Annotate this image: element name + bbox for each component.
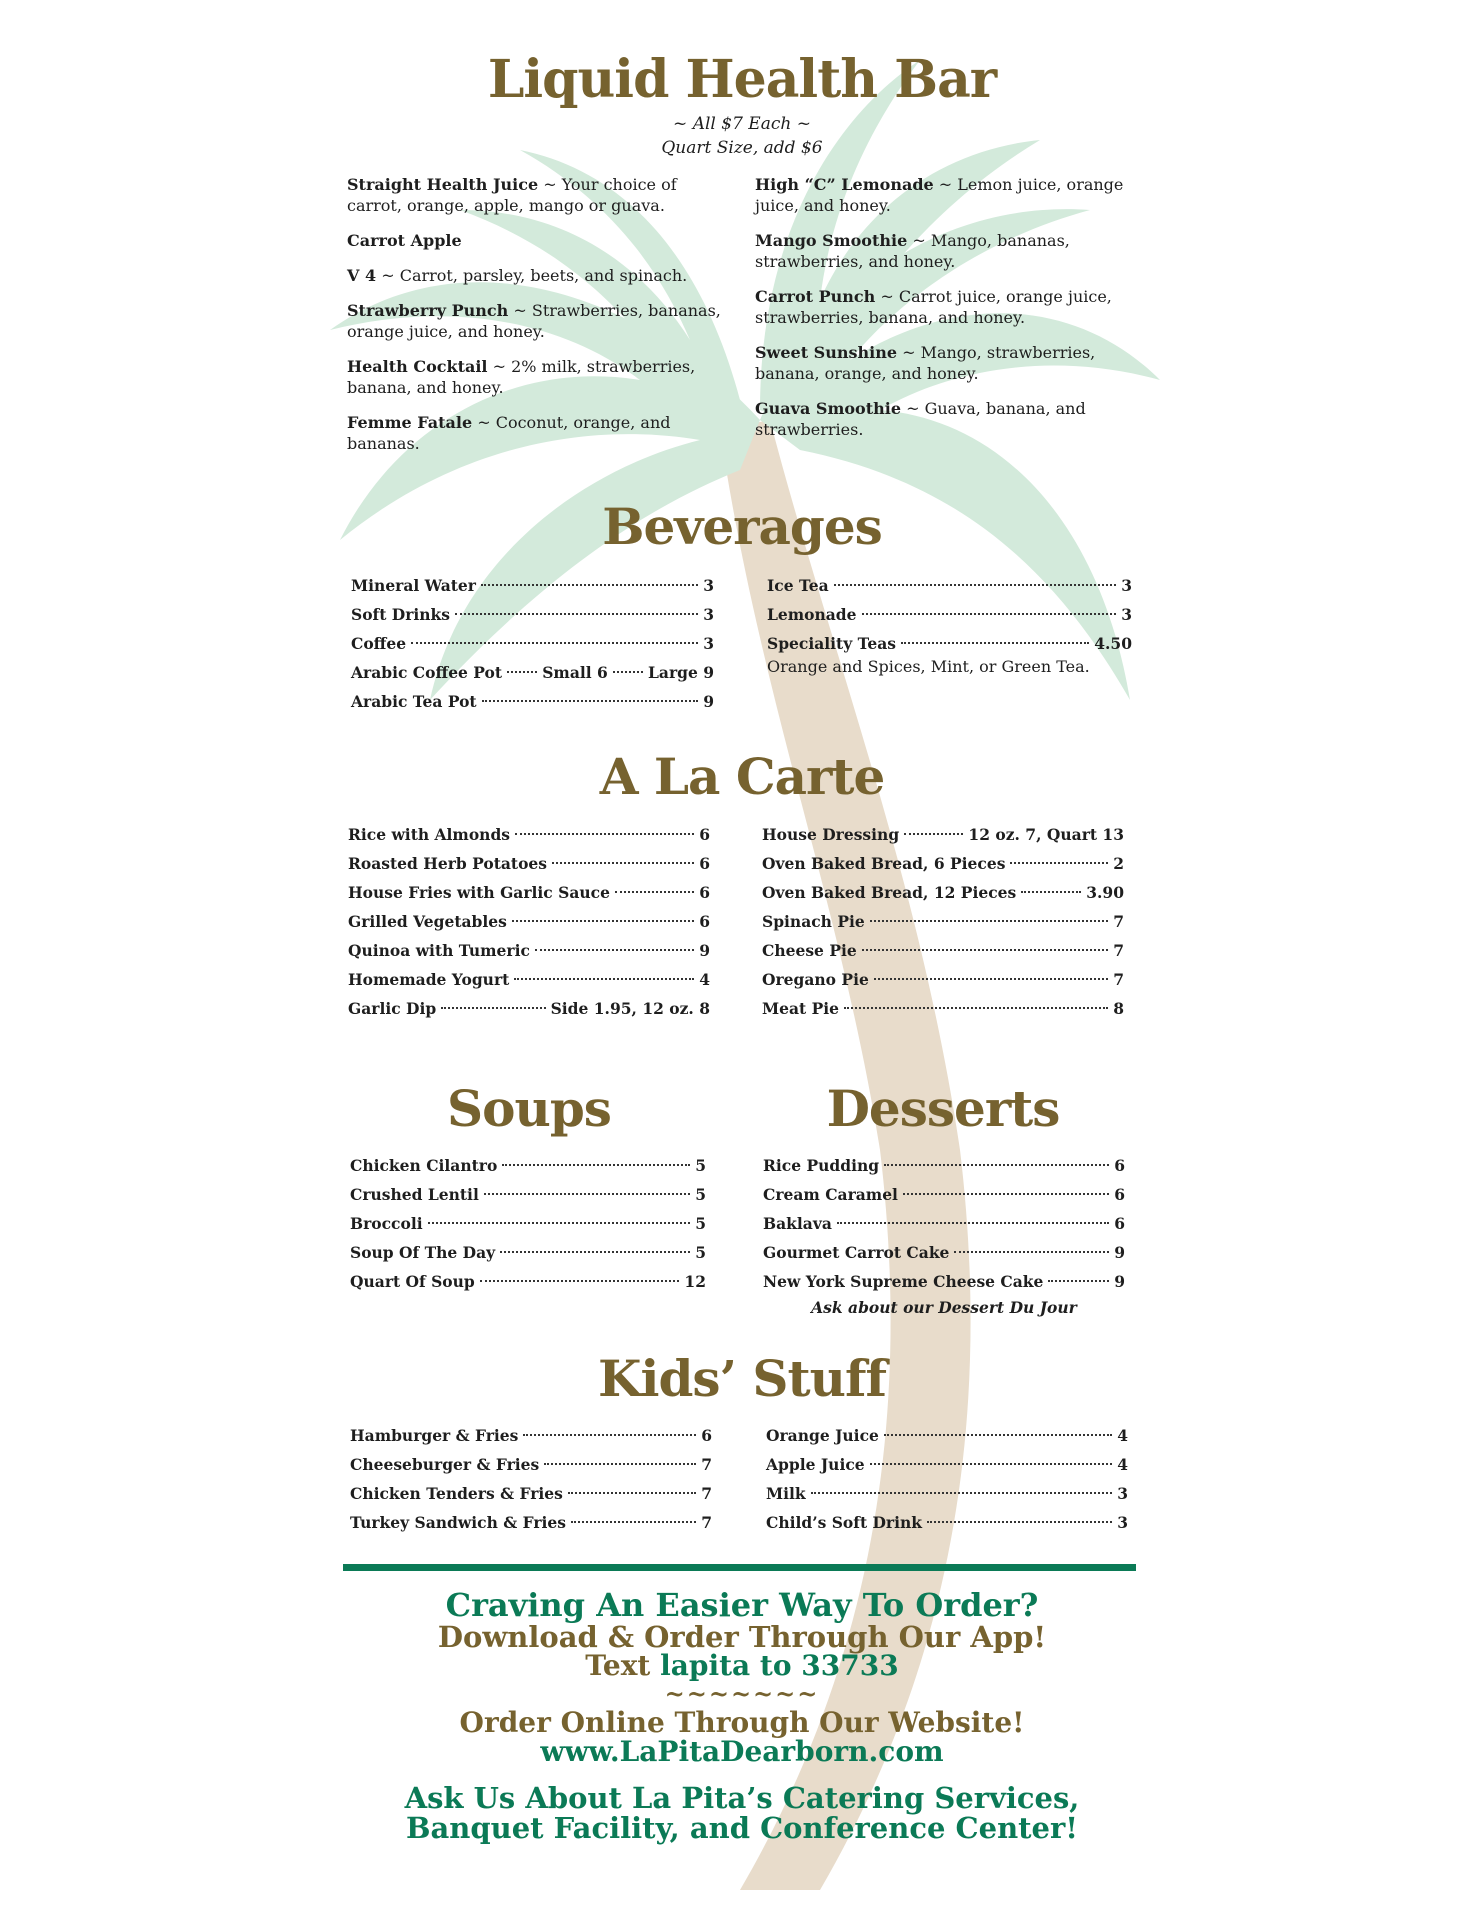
menu-item-price: 6: [1114, 1185, 1125, 1204]
menu-item-name: Roasted Herb Potatoes: [348, 854, 548, 873]
menu-item-row: [351, 687, 714, 716]
green-divider: [343, 1564, 1136, 1571]
dot-leader: [571, 1521, 696, 1523]
juice-name: Guava Smoothie: [755, 399, 902, 418]
menu-item-row: [762, 878, 1124, 907]
menu-item-price: 6: [699, 883, 710, 902]
dot-leader: [500, 1251, 690, 1253]
menu-item-price: 3.90: [1086, 883, 1124, 902]
menu-item-name: Speciality Teas: [767, 634, 896, 653]
menu-item-name: Quinoa with Tumeric: [348, 941, 530, 960]
menu-item-row: [766, 1421, 1128, 1450]
menu-item-price: 5: [695, 1156, 706, 1175]
juice-name: Carrot Apple: [347, 231, 462, 250]
menu-item-row: [766, 1508, 1128, 1537]
juice-description: ~ Mango, strawberries, banana, orange, and honey.: [755, 343, 1096, 383]
juice-item: [347, 230, 729, 251]
dot-leader: [544, 1463, 696, 1465]
menu-item-price: 4.50: [1094, 634, 1132, 653]
juice-name: Sweet Sunshine: [755, 343, 897, 362]
menu-item-row: [763, 1238, 1125, 1267]
menu-item-name: Oven Baked Bread, 12 Pieces: [762, 883, 1017, 902]
dot-leader: [811, 1492, 1113, 1494]
menu-item-name: Lemonade: [767, 605, 857, 624]
section-title-kids-stuff: Kids’ Stuff: [598, 1349, 886, 1408]
menu-item-price: 9: [1114, 1243, 1125, 1262]
menu-item-row: [351, 658, 714, 687]
menu-item-row: [348, 994, 710, 1023]
dot-leader: [1048, 1280, 1109, 1282]
speciality-teas-note: Orange and Spices, Mint, or Green Tea.: [767, 657, 1090, 676]
menu-item-name: Cheeseburger & Fries: [350, 1455, 540, 1474]
menu-item-name: Soft Drinks: [351, 605, 450, 624]
dot-leader: [874, 978, 1108, 980]
menu-item-name: Coffee: [351, 634, 407, 653]
dessert-du-jour-note: Ask about our Dessert Du Jour: [811, 1298, 1077, 1317]
menu-item-row: [763, 1151, 1125, 1180]
menu-item-name: Milk: [766, 1484, 806, 1503]
promo-app-line: Download & Order Through Our App!: [437, 1620, 1047, 1654]
menu-item-name: Grilled Vegetables: [348, 912, 507, 931]
dot-leader: [904, 833, 963, 835]
menu-item-row: [348, 965, 710, 994]
dot-leader: [901, 642, 1089, 644]
liquid-right-list: [755, 174, 1140, 454]
dot-leader: [502, 1164, 690, 1166]
dot-leader: [512, 920, 694, 922]
dot-leader: [428, 1222, 691, 1224]
menu-item-row: [763, 1180, 1125, 1209]
juice-name: Mango Smoothie: [755, 231, 908, 250]
dot-leader: [552, 862, 694, 864]
dot-leader: [884, 1434, 1112, 1436]
menu-item-price: 6: [1114, 1156, 1125, 1175]
menu-item-price: 7: [1113, 941, 1124, 960]
kids-left-list: [350, 1421, 712, 1537]
menu-item-row: [763, 1209, 1125, 1238]
menu-item-price: 3: [1121, 576, 1132, 595]
promo-tilde-divider: ~~~~~~~: [664, 1679, 820, 1708]
menu-item-row: [348, 849, 710, 878]
menu-item-row: [350, 1479, 712, 1508]
menu-item-price: 3: [1121, 605, 1132, 624]
menu-item-row: [350, 1508, 712, 1537]
dot-leader: [615, 891, 694, 893]
menu-item-price: 7: [701, 1513, 712, 1532]
menu-item-name: Apple Juice: [766, 1455, 865, 1474]
juice-item: [755, 230, 1140, 272]
menu-item-price: 7: [701, 1455, 712, 1474]
menu-item-name: Gourmet Carrot Cake: [763, 1243, 950, 1262]
juice-description: ~ Lemon juice, orange juice, and honey.: [755, 175, 1124, 215]
menu-item-price: 7: [1113, 912, 1124, 931]
juice-description: ~ Your choice of carrot, orange, apple, mango or guava.: [347, 175, 677, 215]
menu-item-row: [766, 1479, 1128, 1508]
menu-item-name: Crushed Lentil: [350, 1185, 479, 1204]
dot-leader: [481, 584, 698, 586]
juice-item: [755, 342, 1140, 384]
dot-leader: [535, 949, 694, 951]
menu-item-name: Homemade Yogurt: [348, 970, 510, 989]
menu-item-row: [762, 994, 1124, 1023]
juice-item: [755, 286, 1140, 328]
menu-item-name: Quart Of Soup: [350, 1272, 475, 1291]
dot-leader: [568, 1492, 696, 1494]
menu-item-price: 6: [699, 854, 710, 873]
dot-leader: [455, 613, 698, 615]
menu-item-price: 3: [703, 605, 714, 624]
desserts-list: [763, 1151, 1125, 1296]
menu-item-name: Cheese Pie: [762, 941, 857, 960]
menu-item-small-price: Small 6: [542, 663, 608, 682]
menu-item-name: Arabic Tea Pot: [351, 692, 477, 711]
a-la-carte-right-list: [762, 820, 1124, 1023]
menu-item-name: Rice Pudding: [763, 1156, 880, 1175]
menu-item-row: [767, 571, 1132, 600]
menu-item-price: 8: [1113, 999, 1124, 1018]
section-title-beverages: Beverages: [602, 497, 882, 556]
menu-item-price: 4: [1117, 1426, 1128, 1445]
menu-item-name: Mineral Water: [351, 576, 476, 595]
dot-leader: [927, 1521, 1112, 1523]
juice-item: [755, 174, 1140, 216]
menu-item-name: Chicken Cilantro: [350, 1156, 498, 1175]
menu-item-price: 5: [695, 1214, 706, 1233]
liquid-left-list: [347, 174, 729, 468]
juice-name: Carrot Punch: [755, 287, 876, 306]
menu-item-row: [762, 820, 1124, 849]
menu-item-name: Cream Caramel: [763, 1185, 898, 1204]
menu-item-price: 3: [703, 576, 714, 595]
menu-item-name: Rice with Almonds: [348, 825, 511, 844]
menu-item-row: [763, 1267, 1125, 1296]
promo-text-prefix: Text: [585, 1649, 661, 1682]
juice-name: Straight Health Juice: [347, 175, 539, 194]
menu-item-name: Oven Baked Bread, 6 Pieces: [762, 854, 1006, 873]
promo-text-line: [0, 1650, 1484, 1682]
menu-item-row: [348, 820, 710, 849]
dot-leader: [834, 584, 1117, 586]
menu-item-price: 3: [1117, 1513, 1128, 1532]
menu-item-name: Oregano Pie: [762, 970, 869, 989]
menu-item-row: [767, 629, 1132, 658]
menu-item-price: 5: [695, 1185, 706, 1204]
menu-item-name: Orange Juice: [766, 1426, 879, 1445]
menu-item-row: [350, 1238, 706, 1267]
juice-description: ~ Carrot, parsley, beets, and spinach.: [376, 266, 688, 285]
menu-item-row: [762, 936, 1124, 965]
dot-leader: [523, 1434, 696, 1436]
juice-name: Femme Fatale: [347, 413, 473, 432]
menu-item-row: [762, 907, 1124, 936]
menu-item-name: Baklava: [763, 1214, 832, 1233]
soups-list: [350, 1151, 706, 1296]
juice-description: ~ Carrot juice, orange juice, strawberries, banana, and honey.: [755, 287, 1112, 327]
menu-item-row: [348, 936, 710, 965]
menu-item-row: [348, 878, 710, 907]
menu-item-name: Turkey Sandwich & Fries: [350, 1513, 566, 1532]
juice-name: Health Cocktail: [347, 357, 488, 376]
dot-leader: [884, 1164, 1109, 1166]
dot-leader: [613, 671, 643, 673]
section-title-a-la-carte: A La Carte: [599, 747, 885, 806]
menu-item-price: 12 oz. 7, Quart 13: [968, 825, 1124, 844]
menu-item-price: 12: [684, 1272, 706, 1291]
menu-item-name: Spinach Pie: [762, 912, 865, 931]
menu-item-name: Child’s Soft Drink: [766, 1513, 922, 1532]
website-link[interactable]: www.LaPitaDearborn.com: [540, 1735, 944, 1768]
beverages-left-list: [351, 571, 714, 716]
dot-leader: [1021, 891, 1081, 893]
menu-item-price: 7: [1113, 970, 1124, 989]
menu-item-name: Arabic Coffee Pot: [351, 663, 503, 682]
menu-item-row: [767, 600, 1132, 629]
menu-item-price: 9: [1114, 1272, 1125, 1291]
dot-leader: [862, 613, 1117, 615]
section-title-soups: Soups: [447, 1079, 611, 1138]
menu-item-row: [766, 1450, 1128, 1479]
price-note: ~ All $7 Each ~: [673, 114, 811, 134]
menu-item-price: 9: [703, 692, 714, 711]
quart-note: Quart Size, add $6: [661, 138, 823, 158]
dot-leader: [903, 1193, 1109, 1195]
menu-item-price: 7: [701, 1484, 712, 1503]
dot-leader: [862, 949, 1108, 951]
dot-leader: [484, 1193, 690, 1195]
section-title-desserts: Desserts: [826, 1079, 1060, 1138]
juice-description: ~ Strawberries, bananas, orange juice, and honey.: [347, 301, 721, 341]
catering-line-2: Banquet Facility, and Conference Center!: [405, 1811, 1079, 1845]
menu-item-name: Hamburger & Fries: [350, 1426, 519, 1445]
dot-leader: [515, 833, 694, 835]
juice-item: [755, 398, 1140, 440]
juice-name: Strawberry Punch: [347, 301, 509, 320]
menu-item-name: Soup Of The Day: [350, 1243, 496, 1262]
menu-item-price: 5: [695, 1243, 706, 1262]
dot-leader: [480, 1280, 680, 1282]
a-la-carte-left-list: [348, 820, 710, 1023]
menu-item-name: Chicken Tenders & Fries: [350, 1484, 563, 1503]
menu-item-price: 4: [1117, 1455, 1128, 1474]
juice-item: [347, 300, 729, 342]
kids-right-list: [766, 1421, 1128, 1537]
menu-item-name: Garlic Dip: [348, 999, 437, 1018]
menu-item-row: [351, 629, 714, 658]
dot-leader: [954, 1251, 1109, 1253]
juice-description: ~ Guava, banana, and strawberries.: [755, 399, 1086, 439]
dot-leader: [844, 1007, 1108, 1009]
menu-item-name: House Fries with Garlic Sauce: [348, 883, 610, 902]
menu-item-price: Side 1.95, 12 oz. 8: [550, 999, 710, 1018]
menu-item-row: [762, 965, 1124, 994]
dot-leader: [411, 642, 698, 644]
juice-item: [347, 265, 729, 286]
juice-description: ~ 2% milk, strawberries, banana, and honey.: [347, 357, 696, 397]
dot-leader: [837, 1222, 1109, 1224]
menu-item-row: [350, 1180, 706, 1209]
menu-item-price: 6: [701, 1426, 712, 1445]
dot-leader: [870, 1463, 1113, 1465]
juice-item: [347, 412, 729, 454]
dot-leader: [507, 671, 537, 673]
menu-item-name: Ice Tea: [767, 576, 829, 595]
juice-name: V 4: [347, 266, 377, 285]
juice-description: ~ Mango, bananas, strawberries, and honey.: [755, 231, 1070, 271]
menu-item-name: Broccoli: [350, 1214, 423, 1233]
menu-item-price: 6: [699, 825, 710, 844]
menu-item-price: 4: [699, 970, 710, 989]
catering-line-1: Ask Us About La Pita’s Catering Services,: [404, 1781, 1080, 1815]
menu-item-price: 9: [699, 941, 710, 960]
menu-item-row: [350, 1450, 712, 1479]
dot-leader: [870, 920, 1108, 922]
menu-item-name: House Dressing: [762, 825, 900, 844]
menu-item-name: Meat Pie: [762, 999, 840, 1018]
menu-item-price: 2: [1113, 854, 1124, 873]
menu-item-price: 3: [703, 634, 714, 653]
juice-item: [347, 174, 729, 216]
dot-leader: [441, 1007, 545, 1009]
menu-item-row: [350, 1267, 706, 1296]
dot-leader: [482, 700, 699, 702]
menu-item-row: [762, 849, 1124, 878]
menu-item-price: Large 9: [648, 663, 715, 682]
promo-text-code: lapita to 33733: [660, 1649, 899, 1682]
menu-item-row: [350, 1151, 706, 1180]
dot-leader: [1010, 862, 1108, 864]
promo-craving-line: Craving An Easier Way To Order?: [445, 1586, 1039, 1624]
beverages-right-list: [767, 571, 1132, 658]
menu-item-row: [350, 1421, 712, 1450]
menu-item-row: [351, 600, 714, 629]
section-title-liquid-health-bar: Liquid Health Bar: [487, 49, 997, 110]
juice-description: ~ Coconut, orange, and bananas.: [347, 413, 671, 453]
menu-item-price: 3: [1117, 1484, 1128, 1503]
promo-website-line: Order Online Through Our Website!: [459, 1706, 1025, 1739]
menu-item-row: [350, 1209, 706, 1238]
menu-item-price: 6: [699, 912, 710, 931]
juice-item: [347, 356, 729, 398]
menu-item-price: 6: [1114, 1214, 1125, 1233]
menu-item-row: [348, 907, 710, 936]
dot-leader: [514, 978, 694, 980]
menu-item-row: [351, 571, 714, 600]
juice-name: High “C” Lemonade: [755, 175, 934, 194]
menu-item-name: New York Supreme Cheese Cake: [763, 1272, 1044, 1291]
